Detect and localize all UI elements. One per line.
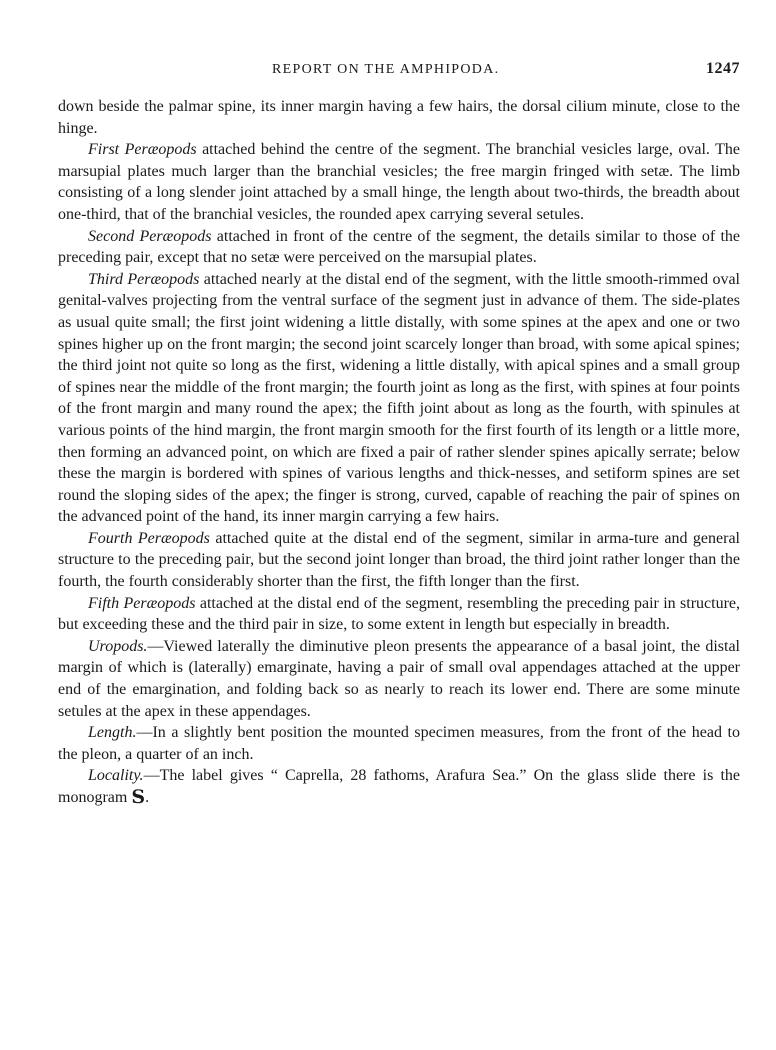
paragraph-lead: Fourth Peræopods bbox=[88, 529, 210, 547]
paragraph-text: attached quite at the distal end of the segment, similar in arma-ture and general structure to the preceding pair, but the second joint longer than broad, the third joint rather longer than the fourth, the fourth considerably shorter than the first, the fifth longer than the first. bbox=[58, 529, 740, 591]
paragraph-length bbox=[58, 722, 740, 765]
paragraph-second-peraeopods bbox=[58, 226, 740, 269]
paragraph-text: —Viewed laterally the diminutive pleon presents the appearance of a basal joint, the distal margin of which is (laterally) emarginate, having a pair of small oval appendages attached at the upper end of the emargination, and folding back so as nearly to reach its lower end. There are some minute setules at the apex in these appendages. bbox=[58, 637, 740, 720]
paragraph-text: —The label gives “ Caprella, 28 fathoms, Arafura Sea.” On the glass slide there is the monogram bbox=[58, 767, 740, 806]
paragraph-text: attached nearly at the distal end of the segment, with the little smooth-rimmed oval genital-valves projecting from the ventral surface of the segment just in advance of them. The side-plates as usual quite small; the first joint widening a little distally, with some spines at the apex and one or two spines higher up on the front margin; the second joint scarcely longer than broad, with some apical spines; the third joint not quite so long as the first, widening a little distally, with apical spines and a small group of spines near the middle of the front margin; the fourth joint as long as the first, with spines at four points of the front margin and many round the apex; the fifth joint about as long as the fourth, with spinules at various points of the hind margin, the front margin smooth for the first fourth of its length or a little more, then forming an advanced point, on which are fixed a pair of rather slender spines apically serrate; below these the margin is bordered with spines of various lengths and thick-nesses, and setiform spines are set round the sloping sides of the apex; the finger is strong, curved, capable of reaching the pair of spines on the advanced point of the hand, its inner margin carrying a few hairs. bbox=[58, 270, 741, 526]
paragraph-continuation bbox=[58, 96, 740, 139]
paragraph-first-peraeopods bbox=[58, 139, 740, 225]
paragraph-text: attached in front of the centre of the segment, the details similar to those of the preceding pair, except that no setæ were perceived on the marsupial plates. bbox=[58, 227, 740, 267]
running-title: REPORT ON THE AMPHIPODA. bbox=[272, 62, 500, 77]
paragraph-text: attached at the distal end of the segment, resembling the preceding pair in structure, but exceeding these and the third pair in size, to some extent in length but especially in breadth. bbox=[58, 594, 740, 634]
running-header bbox=[58, 56, 740, 82]
paragraph-fifth-peraeopods bbox=[58, 593, 740, 636]
paragraph-lead: First Peræopods bbox=[88, 141, 197, 159]
monogram-glyph: S bbox=[131, 786, 146, 808]
paragraph-text: attached behind the centre of the segment. The branchial vesicles large, oval. The marsupial plates much larger than the branchial vesicles; the free margin fringed with setæ. The limb consisting of a long slender joint attached by a small hinge, the length about two-thirds, the breadth about one-third, that of the branchial vesicles, the rounded apex carrying several setules. bbox=[58, 141, 740, 223]
page-number: 1247 bbox=[706, 60, 740, 77]
paragraph-lead: Second Peræopods bbox=[88, 227, 212, 245]
paragraph-tail: . bbox=[145, 789, 150, 806]
paragraph-text: —In a slightly bent position the mounted specimen measures, from the front of the head to the pleon, a quarter of an inch. bbox=[58, 724, 740, 763]
paragraph-lead: Fifth Peræopods bbox=[88, 594, 196, 612]
paragraph-lead: Locality. bbox=[88, 767, 144, 785]
paragraph-lead: Uropods. bbox=[88, 637, 148, 655]
paragraph-uropods bbox=[58, 636, 740, 722]
paragraph-lead: Third Peræopods bbox=[88, 270, 200, 288]
paragraph-text: down beside the palmar spine, its inner margin having a few hairs, the dorsal cilium minute, close to the hinge. bbox=[58, 98, 740, 137]
paragraph-fourth-peraeopods bbox=[58, 528, 740, 593]
paragraph-third-peraeopods bbox=[58, 269, 740, 528]
paragraph-lead: Length. bbox=[88, 724, 137, 742]
body-text bbox=[58, 96, 740, 809]
paragraph-locality bbox=[58, 765, 740, 808]
page bbox=[58, 56, 740, 809]
